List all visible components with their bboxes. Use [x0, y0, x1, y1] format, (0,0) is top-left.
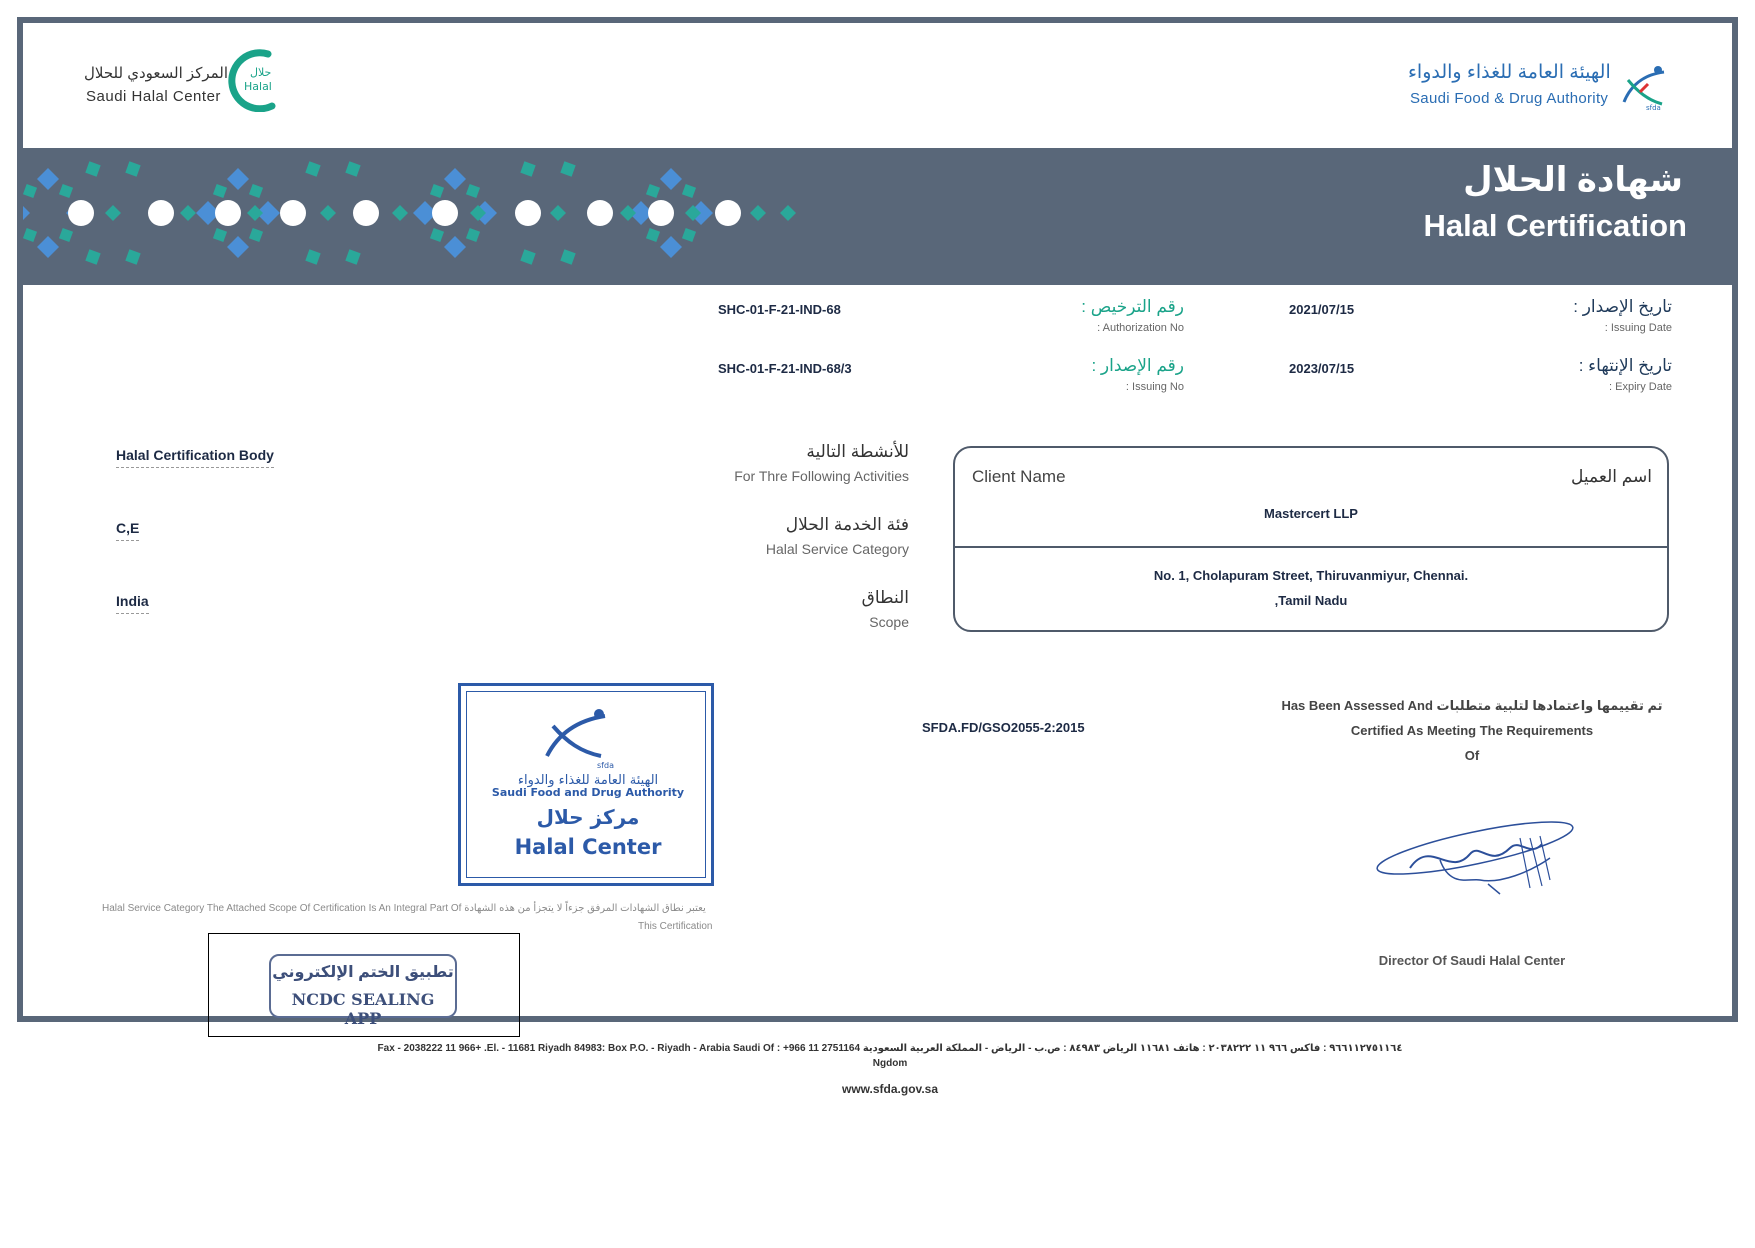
issuing-no-label-en: : Issuing No — [1125, 381, 1184, 393]
shc-name-ar: المركز السعودي للحلال — [84, 65, 229, 82]
expiry-date-value: 2023/07/15 — [1289, 361, 1355, 376]
pattern-square — [646, 184, 660, 198]
authorization-no-label-en: : Authorization No — [1097, 322, 1184, 334]
pattern-square — [646, 228, 660, 242]
pattern-diamond — [780, 205, 796, 221]
svg-text:Halal: Halal — [244, 80, 272, 93]
decorative-pattern — [23, 148, 823, 285]
pattern-dot — [648, 200, 674, 226]
activities-value: Halal Certification Body — [116, 447, 274, 468]
issuing-no-label-ar: رقم الإصدار : — [1091, 356, 1184, 375]
pattern-square — [430, 184, 444, 198]
pattern-square — [59, 184, 73, 198]
pattern-square — [682, 184, 696, 198]
footer-address-cont: Ngdom — [872, 1058, 908, 1069]
pattern-diamond — [444, 236, 466, 258]
svg-text:Halal Center: Halal Center — [514, 835, 662, 859]
pattern-diamond — [227, 168, 249, 190]
pattern-diamond — [105, 205, 121, 221]
pattern-dot — [68, 200, 94, 226]
pattern-diamond — [23, 201, 30, 225]
sfda-name-ar: الهيئة العامة للغذاء والدواء — [1408, 62, 1611, 83]
pattern-square — [125, 161, 140, 176]
pattern-square — [305, 249, 320, 264]
pattern-dot — [432, 200, 458, 226]
issuing-date-value: 2021/07/15 — [1289, 302, 1355, 317]
pattern-dot — [353, 200, 379, 226]
pattern-diamond — [620, 205, 636, 221]
assessment-line2: Certified As Meeting The Requirements — [1350, 723, 1594, 738]
pattern-square — [430, 228, 444, 242]
pattern-diamond — [392, 205, 408, 221]
pattern-dot — [148, 200, 174, 226]
svg-text:الهيئة العامة للغذاء والدواء: الهيئة العامة للغذاء والدواء — [517, 773, 659, 788]
footer-address: Fax - 2038222 11 966+ .El. - 11681 Riyadh 84983: Box P.O. - Riyadh - Arabia Saudi Of : +966 11 2751164 ٩٦٦١١٢٧٥١١٦٤ : فاكس ٩٦٦ ١١ ٢٠٣٨٢٢٢ : هاتف ١١٦٨١ الرياض ٨٤٩٨٣ : ص.ب - الرياض - المملكة العربية السعودية — [377, 1043, 1403, 1054]
pattern-square — [520, 249, 535, 264]
halal-center-stamp — [458, 683, 714, 886]
authorization-no-value: SHC-01-F-21-IND-68 — [718, 302, 841, 317]
pattern-diamond — [550, 205, 566, 221]
sealing-app-label-en: NCDC SEALING APP — [291, 990, 435, 1028]
pattern-dot — [715, 200, 741, 226]
pattern-square — [23, 228, 37, 242]
pattern-square — [213, 228, 227, 242]
issuing-no-value: SHC-01-F-21-IND-68/3 — [718, 361, 852, 376]
pattern-diamond — [750, 205, 766, 221]
pattern-dot — [280, 200, 306, 226]
pattern-square — [249, 184, 263, 198]
svg-text:مركز حلال: مركز حلال — [536, 805, 640, 829]
pattern-square — [59, 228, 73, 242]
service-category-label-ar: فئة الخدمة الحلال — [785, 515, 909, 534]
pattern-diamond — [37, 236, 59, 258]
pattern-diamond — [227, 236, 249, 258]
note-line1: Halal Service Category The Attached Scope Of Certification Is An Integral Part Of يعتبر نطاق الشهادات المرفق جزءاً لا يتجزأ من هذه الشهادة — [102, 903, 706, 914]
pattern-square — [345, 249, 360, 264]
client-box-divider — [955, 546, 1667, 548]
pattern-diamond — [444, 168, 466, 190]
pattern-square — [345, 161, 360, 176]
pattern-square — [249, 228, 263, 242]
standard-value: SFDA.FD/GSO2055-2:2015 — [922, 720, 1085, 735]
expiry-date-label-en: : Expiry Date — [1609, 381, 1672, 393]
title-ar: شهادة الحلال — [1463, 161, 1683, 199]
pattern-square — [466, 228, 480, 242]
footer-website[interactable]: www.sfda.gov.sa — [841, 1082, 939, 1096]
pattern-diamond — [247, 205, 263, 221]
pattern-square — [520, 161, 535, 176]
signature-title: Director Of Saudi Halal Center — [1378, 953, 1566, 968]
pattern-dot — [515, 200, 541, 226]
pattern-square — [23, 184, 37, 198]
pattern-square — [560, 249, 575, 264]
note-line2: This Certification — [638, 921, 713, 932]
expiry-date-label-ar: تاريخ الإنتهاء : — [1578, 356, 1672, 375]
stamp-sfda-icon — [467, 692, 709, 881]
activities-label-ar: للأنشطة التالية — [806, 442, 909, 461]
pattern-diamond — [37, 168, 59, 190]
client-name-label-ar: اسم العميل — [1571, 467, 1652, 486]
client-address-line2: ,Tamil Nadu — [1274, 593, 1348, 608]
pattern-square — [85, 161, 100, 176]
svg-text:حلال: حلال — [250, 66, 272, 79]
pattern-square — [125, 249, 140, 264]
svg-text:sfda: sfda — [597, 761, 614, 770]
pattern-square — [682, 228, 696, 242]
scope-label-en: Scope — [869, 614, 909, 630]
pattern-square — [305, 161, 320, 176]
scope-value: India — [116, 593, 149, 614]
client-address-line1: No. 1, Cholapuram Street, Thiruvanmiyur, Chennai. — [1153, 568, 1469, 583]
authorization-no-label-ar: رقم الترخيص : — [1081, 297, 1184, 316]
pattern-dot — [587, 200, 613, 226]
director-signature — [1370, 808, 1580, 903]
assessment-line1: Has Been Assessed And تم تقييمها واعتمادها لتلبية متطلبات — [1281, 698, 1663, 713]
pattern-diamond — [320, 205, 336, 221]
shc-name-en: Saudi Halal Center — [86, 88, 221, 105]
halal-logo-icon — [228, 48, 284, 112]
sealing-app-stamp — [269, 954, 457, 1028]
sfda-name-en: Saudi Food & Drug Authority — [1410, 90, 1609, 107]
issuing-date-label-en: : Issuing Date — [1604, 322, 1672, 334]
svg-text:sfda: sfda — [1646, 104, 1661, 112]
assessment-line3: Of — [1464, 748, 1480, 763]
client-name-label-en: Client Name — [972, 467, 1066, 486]
pattern-diamond — [180, 205, 196, 221]
issuing-date-label-ar: تاريخ الإصدار : — [1573, 297, 1672, 316]
title-en: Halal Certification — [1423, 208, 1687, 243]
pattern-square — [213, 184, 227, 198]
svg-text:Saudi Food and Drug Authority: Saudi Food and Drug Authority — [491, 786, 685, 799]
sfda-logo-icon — [1618, 62, 1670, 112]
pattern-diamond — [660, 168, 682, 190]
service-category-value: C,E — [116, 520, 139, 541]
pattern-square — [466, 184, 480, 198]
sealing-app-box — [208, 933, 520, 1037]
client-name-value: Mastercert LLP — [1264, 506, 1358, 521]
pattern-dot — [215, 200, 241, 226]
service-category-label-en: Halal Service Category — [765, 541, 909, 557]
pattern-square — [560, 161, 575, 176]
scope-label-ar: النطاق — [861, 588, 909, 607]
pattern-square — [85, 249, 100, 264]
pattern-diamond — [660, 236, 682, 258]
activities-label-en: For Thre Following Activities — [734, 468, 909, 484]
sealing-app-label-ar: تطبيق الختم الإلكتروني — [272, 964, 454, 981]
